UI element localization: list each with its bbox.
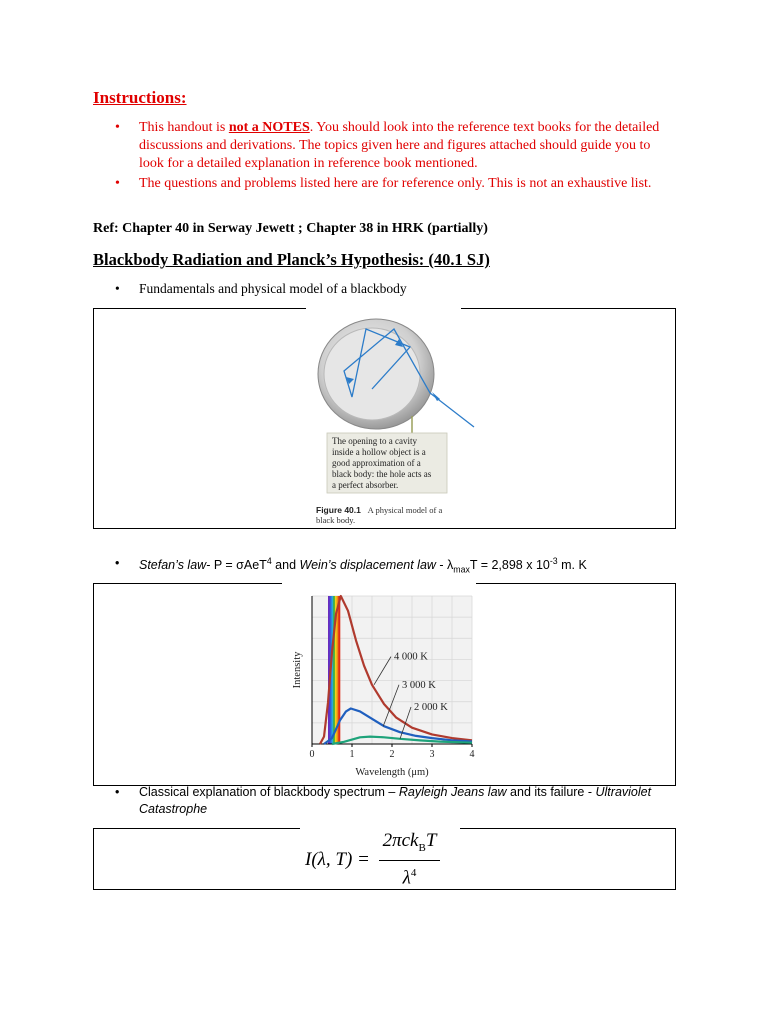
blackbody-spectrum-chart [94,584,675,785]
callout-line: inside a hollow object is a [332,447,426,457]
cavity-interior [324,328,420,420]
rayleigh-jeans-label: Rayleigh Jeans law [398,785,507,799]
callout-line: The opening to a cavity [332,436,417,446]
bullet-icon: • [115,556,120,570]
emphasis-text: not a NOTES [228,120,310,135]
figure-caption-text: A physical model of a [366,505,443,515]
list-item: • Classical explanation of blackbody spectrum – Rayleigh Jeans law and its failure - Ultraviolet Catastrophe [115,785,652,816]
instruction-item: • This handout is not a NOTES. You should look into the reference text books for the detailed discussions and derivations. The topics given here and figures attached should guide you to look for a detailed explanation in reference book mentioned. [115,120,660,171]
figure-box-spectrum [93,583,676,786]
bullet-list-2 [93,556,678,575]
series-label: 2 000 K [414,701,448,713]
formula-denominator: $\lambda^4$ [402,867,417,889]
formula-fraction [379,829,441,890]
list-item: • Stefan’s law- P = σAeT$^4$ and Wein’s displacement law - $\lambda_{max}T = 2,898$ x $10^{-3}$ m. K [115,556,587,575]
bullet-icon: • [115,785,120,799]
figure-box-blackbody-model [93,308,676,529]
callout-line: black body: the hole acts as [332,469,432,479]
section-heading: Blackbody Radiation and Planck’s Hypothesis: (40.1 SJ) [93,250,490,269]
formula-box [93,828,676,890]
callout-line: a perfect absorber. [332,480,399,490]
x-tick-label: 1 [349,749,355,760]
x-axis-label: Wavelength (μm) [355,767,429,778]
series-label: 3 000 K [402,679,436,691]
formula-lhs: I(λ, T) = [305,849,375,870]
instruction-item: • The questions and problems listed here are for reference only. This is not an exhaustive list. [115,176,652,191]
stefan-law-label: Stefan’s law- [139,558,211,573]
reference-line: Ref: Chapter 40 in Serway Jewett ; Chapter 38 in HRK (partially) [93,221,488,236]
x-tick-label: 3 [429,749,435,760]
visible-spectrum-band [331,596,333,744]
bullet-icon: • [115,120,120,135]
figure-caption-text: black body. [316,515,356,525]
x-tick-label: 0 [309,749,315,760]
instructions-list [93,119,678,195]
list-item: • Fundamentals and physical model of a blackbody [115,281,407,296]
bullet-list-1 [93,281,678,297]
instructions-title: Instructions: [93,88,187,107]
arrow-icon [432,392,440,401]
y-axis-label: Intensity [292,651,303,689]
uv-catastrophe-label: Ultraviolet Catastrophe [139,785,652,816]
x-tick-label: 4 [469,749,475,760]
blackbody-cavity-figure [94,309,675,528]
x-tick-label: 2 [389,749,395,760]
formula-numerator: 2πck$_B$T [379,829,441,861]
wien-law-label: Wein’s displacement law [299,558,436,573]
bullet-list-3 [93,784,678,818]
bullet-icon: • [115,176,120,191]
figure-caption-label: Figure 40.1 [316,505,361,515]
rayleigh-jeans-formula [305,830,440,889]
series-label: 4 000 K [394,651,428,663]
callout-line: good approximation of a [332,458,421,468]
bullet-icon: • [115,281,120,296]
